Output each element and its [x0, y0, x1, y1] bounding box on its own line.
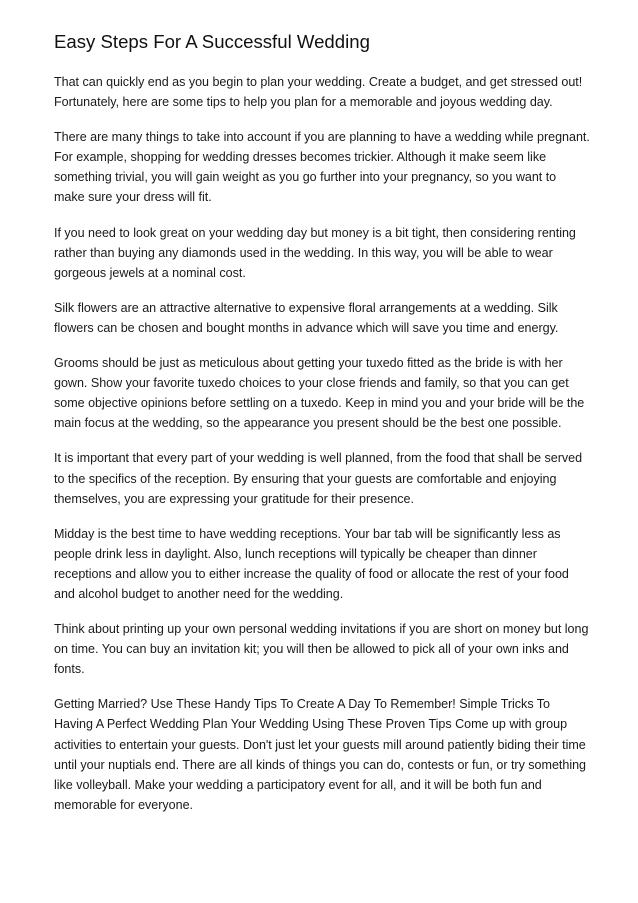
paragraph: That can quickly end as you begin to plan your wedding. Create a budget, and get stressed out! Fortunately, here are some tips to help you plan for a memorable and joyous wedding day.: [54, 75, 583, 110]
paragraph: Grooms should be just as meticulous about getting your tuxedo fitted as the bride is with her gown. Show your favorite tuxedo choices to your close friends and family, so that you can get some objective opinions before settling on a tuxedo. Keep in mind you and your bride will be the main focus at the wedding, so the appearance you present should be the best one possible.: [54, 356, 585, 431]
paragraph: Getting Married? Use These Handy Tips To Create A Day To Remember! Simple Tricks To Having A Perfect Wedding Plan Your Wedding Using These Proven Tips Come up with group activities to entertain your guests. Don't just let your guests mill around patiently biding their time until your nuptials end. There are all kinds of things you can do, contests or fun, or try something like volleyball. Make your wedding a participatory event for all, and it will be both fun and memorable for everyone.: [54, 697, 587, 812]
paragraph: Silk flowers are an attractive alternative to expensive floral arrangements at a wedding. Silk flowers can be chosen and bought months in advance which will save you time and energy.: [54, 300, 559, 335]
paragraph: There are many things to take into account if you are planning to have a wedding while pregnant. For example, shopping for wedding dresses becomes trickier. Although it make seem like something trivial, you will gain weight as you go further into your pregnancy, so you want to make sure your dress will fit.: [54, 130, 590, 205]
paragraph: If you need to look great on your wedding day but money is a bit tight, then considering renting rather than buying any diamonds used in the wedding. In this way, you will be able to wear gorgeous jewels at a nominal cost.: [54, 225, 576, 280]
paragraph: It is important that every part of your wedding is well planned, from the food that shall be served to the specifics of the reception. By ensuring that your guests are comfortable and enjoying themselves, you are expressing your gratitude for their presence.: [54, 451, 583, 506]
document-body: [54, 30, 590, 830]
document-title: Easy Steps For A Successful Wedding: [54, 31, 370, 52]
paragraph: Midday is the best time to have wedding receptions. Your bar tab will be significantly less as people drink less in daylight. Also, lunch receptions will typically be cheaper than dinner receptions and allow you to either increase the quality of food or allocate the rest of your food and alcohol budget to another need for the wedding.: [54, 526, 569, 601]
paragraph: Think about printing up your own personal wedding invitations if you are short on money but long on time. You can buy an invitation kit; you will then be allowed to pick all of your own inks and fonts.: [54, 622, 589, 677]
